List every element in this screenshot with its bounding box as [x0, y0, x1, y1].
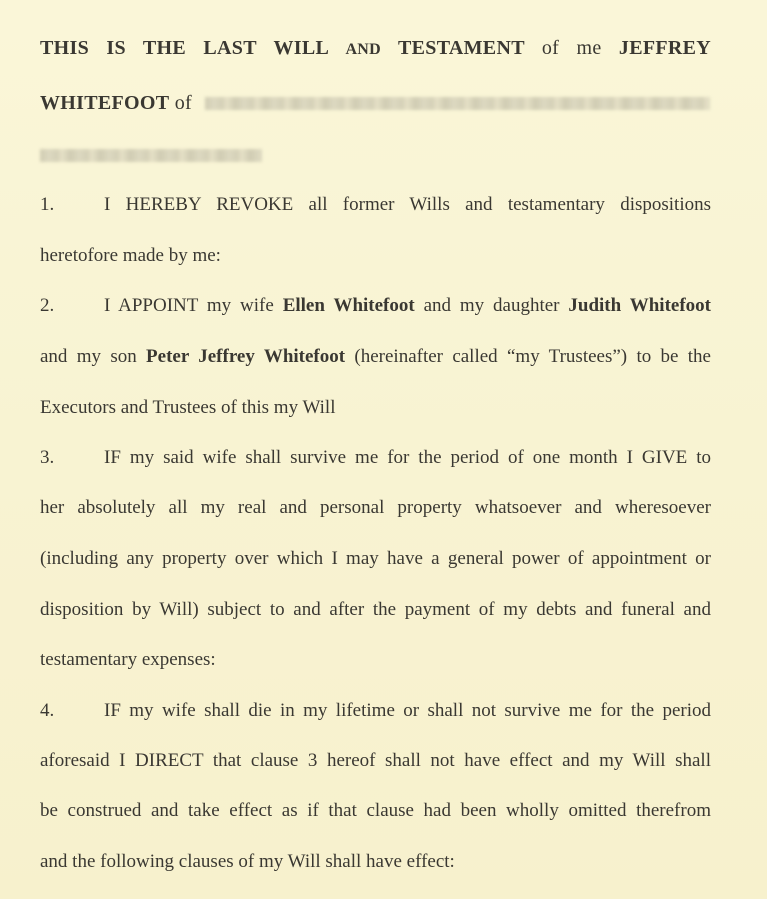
clause-3-line-4 [40, 598, 711, 622]
heading-of-me: of me [541, 37, 602, 59]
redacted-address-line-1 [205, 97, 710, 110]
clause-text: testamentary expenses: [40, 649, 216, 670]
heading-text-small: AND [345, 41, 382, 58]
clause-4-line-4 [40, 850, 455, 874]
clause-text: and my daughter [414, 295, 569, 316]
clause-number: 2. [40, 295, 55, 316]
clause-1-line-1 [40, 193, 711, 217]
heading-of: of [169, 92, 192, 114]
clause-4-line-3 [40, 799, 711, 823]
clause-text: and my son [40, 346, 147, 367]
clause-text: (including any property over which I may have a general power of appointment or [40, 548, 711, 569]
clause-2-line-1 [40, 294, 711, 318]
clause-3-line-1 [40, 446, 711, 470]
trustee-name: Ellen Whitefoot [282, 295, 415, 316]
clause-text: IF my said wife shall survive me for the period of one month I GIVE to [104, 447, 711, 468]
clause-3-line-2 [40, 496, 711, 520]
clause-1-line-2 [40, 244, 221, 268]
clause-text: be construed and take effect as if that clause had been wholly omitted therefrom [40, 800, 711, 821]
trustee-name: Judith Whitefoot [568, 295, 711, 316]
clause-text: her absolutely all my real and personal property whatsoever and wheresoever [40, 497, 711, 518]
clause-2-line-2 [40, 345, 711, 369]
testator-surname: WHITEFOOT [40, 92, 170, 114]
clause-number: 3. [40, 447, 55, 468]
clause-4-line-1 [40, 699, 711, 723]
clause-number: 4. [40, 700, 55, 721]
heading-text: THIS IS THE LAST WILL [40, 37, 346, 59]
clause-text: I APPOINT my wife [104, 295, 283, 316]
clause-text: IF my wife shall die in my lifetime or shall not survive me for the period [104, 700, 711, 721]
clause-text: I HEREBY REVOKE all former Wills and testamentary dispositions [104, 194, 711, 215]
redacted-address-line-2 [40, 149, 262, 162]
clause-text: disposition by Will) subject to and after the payment of my debts and funeral and [40, 599, 711, 620]
will-heading-line-2 [40, 91, 192, 115]
clause-text: aforesaid I DIRECT that clause 3 hereof shall not have effect and my Will shall [40, 750, 711, 771]
clause-text: heretofore made by me: [40, 245, 221, 266]
will-heading-line-1 [40, 36, 711, 62]
clause-2-line-3 [40, 396, 335, 420]
clause-text: Executors and Trustees of this my Will [40, 397, 336, 418]
trustee-name: Peter Jeffrey Whitefoot [146, 346, 346, 367]
clause-number: 1. [40, 194, 55, 215]
clause-text: and the following clauses of my Will shall have effect: [40, 851, 455, 872]
clause-3-line-5 [40, 648, 216, 672]
clause-4-line-2 [40, 749, 711, 773]
heading-text: TESTAMENT [381, 37, 542, 59]
testator-first-names: JEFFREY [601, 37, 711, 59]
clause-text: (hereinafter called “my Trustees”) to be the [345, 346, 711, 367]
clause-3-line-3 [40, 547, 711, 571]
